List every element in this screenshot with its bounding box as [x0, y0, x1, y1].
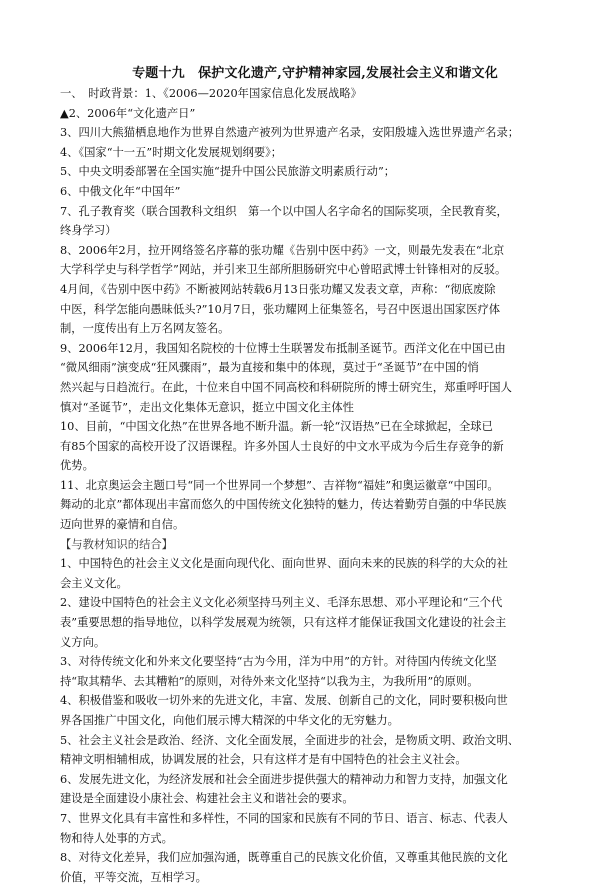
text-line: 有85个国家的高校开设了汉语课程。许多外国人士良好的中文水平成为今后生存竞争的新 — [60, 439, 504, 453]
text-line: 价值，平等交流，互相学习。 — [60, 870, 207, 884]
text-line: 界各国推广中国文化，向他们展示博大精深的中华文化的无穷魅力。 — [60, 714, 399, 727]
text-line: 4、积极借鉴和吸收一切外来的先进文化，丰富、发展、创新自己的文化，同时要积极向世 — [60, 694, 508, 708]
text-line: 义方向。 — [60, 635, 106, 649]
text-line: 3、四川大熊猫栖息地作为世界自然遗产被列为世界遗产名录，安阳殷墟入选世界遗产名录； — [60, 126, 520, 140]
document-title: 专题十九 保护文化遗产,守护精神家园,发展社会主义和谐文化 — [132, 66, 498, 81]
text-line: ▲2、2006年“文化遗产日” — [60, 106, 196, 120]
text-line: 2、建设中国特色的社会主义文化必须坚持马列主义、毛泽东思想、邓小平理论和“三个代 — [60, 596, 503, 610]
text-line: 中医，科学怎能向愚昧低头?”10月7日，张功耀网上征集签名，号召中医退出国家医疗体 — [60, 302, 501, 316]
text-line: 7、世界文化具有丰富性和多样性，不同的国家和民族有不同的节日、语言、标志、代表人 — [60, 811, 508, 825]
text-line: 一、 时政背景：1、《2006—2020年国家信息化发展战略》 — [60, 87, 362, 100]
text-line: 11、北京奥运会主题口号“同一个世界同一个梦想”、吉祥物“福娃”和奥运徽章“中国印。 — [60, 478, 499, 492]
text-line: 终身学习） — [60, 224, 117, 238]
text-line: 8、2006年2月，拉开网络签名序幕的张功耀《告别中医中药》一文，则最先发表在“北京 — [60, 243, 505, 257]
text-line: 8、对待文化差异，我们应加强沟通，既尊重自己的民族文化价值，又尊重其他民族的文化 — [60, 851, 508, 865]
text-line: 慎对“圣诞节”，走出文化集体无意识，挺立中国文化主体性 — [60, 400, 354, 414]
text-line: 9、2006年12月，我国知名院校的十位博士生联署发布抵制圣诞节。西洋文化在中国已由 — [60, 341, 506, 355]
text-line: 精神文明相辅相成，协调发展的社会，只有这样才是有中国特色的社会主义社会。 — [60, 753, 467, 767]
text-line: 优势。 — [60, 459, 94, 473]
text-line: “微风细雨”演变成“狂风骤雨”，最为直接和集中的体现，莫过于“圣诞节”在中国的悄 — [60, 361, 479, 375]
text-line: 5、中央文明委部署在全国实施“提升中国公民旅游文明素质行动”； — [60, 165, 396, 179]
text-line: 7、孔子教育奖（联合国教科文组织 第一个以中国人名字命名的国际奖项，全民教育奖， — [60, 204, 508, 218]
text-line: 表”重要思想的指导地位，以科学发展观为统领，只有这样才能保证我国文化建设的社会主 — [60, 616, 507, 630]
section-heading: 【与教材知识的结合】 — [60, 537, 173, 551]
text-line: 3、对待传统文化和外来文化要坚持“古为今用，洋为中用”的方针。对待国内传统文化坚 — [60, 655, 497, 669]
text-line: 6、发展先进文化，为经济发展和社会全面进步提供强大的精神动力和智力支持，加强文化 — [60, 772, 508, 786]
text-line: 1、中国特色的社会主义文化是面向现代化、面向世界、面向未来的民族的科学的大众的社 — [60, 557, 508, 571]
knowledge-section — [60, 535, 560, 887]
text-line: 制，一度传出有上万名网友签名。 — [60, 322, 230, 336]
text-line: 5、社会主义社会是政治、经济、文化全面发展，全面进步的社会，是物质文明、政治文明、 — [60, 733, 520, 747]
text-line: 会主义文化。 — [60, 576, 128, 590]
text-line: 4、《国家“十一五”时期文化发展规划纲要》； — [60, 145, 283, 159]
text-line: 迈向世界的豪情和自信。 — [60, 518, 185, 532]
text-line: 6、中俄文化年“中国年” — [60, 184, 181, 198]
text-line: 10、目前，“中国文化热”在世界各地不断升温。新一轮“汉语热”已在全球掀起，全球已 — [60, 420, 493, 434]
text-line: 物和待人处事的方式。 — [60, 831, 173, 845]
text-line: 持“取其精华、去其糟粕”的原则，对待外来文化坚持“以我为主，为我所用”的原则。 — [60, 674, 479, 688]
background-section — [60, 84, 560, 535]
text-line: 4月间，《告别中医中药》不断被网站转载6月13日张功耀又发表文章，声称：“彻底废除 — [60, 282, 496, 296]
text-line: 建设是全面建设小康社会、构建社会主义和谐社会的要求。 — [60, 792, 354, 806]
text-line: 大学科学史与科学哲学”网站，并引来卫生部所胆肠研究中心曾昭武博士针锋相对的反驳。 — [60, 263, 507, 277]
text-line: 然兴起与日趋流行。在此，十位来自中国不同高校和科研院所的博士研究生，郑重呼吁国人 — [60, 380, 512, 394]
text-line: 舞动的北京”都体现出丰富而悠久的中国传统文化独特的魅力，传达着勤劳自强的中华民族 — [60, 498, 507, 512]
